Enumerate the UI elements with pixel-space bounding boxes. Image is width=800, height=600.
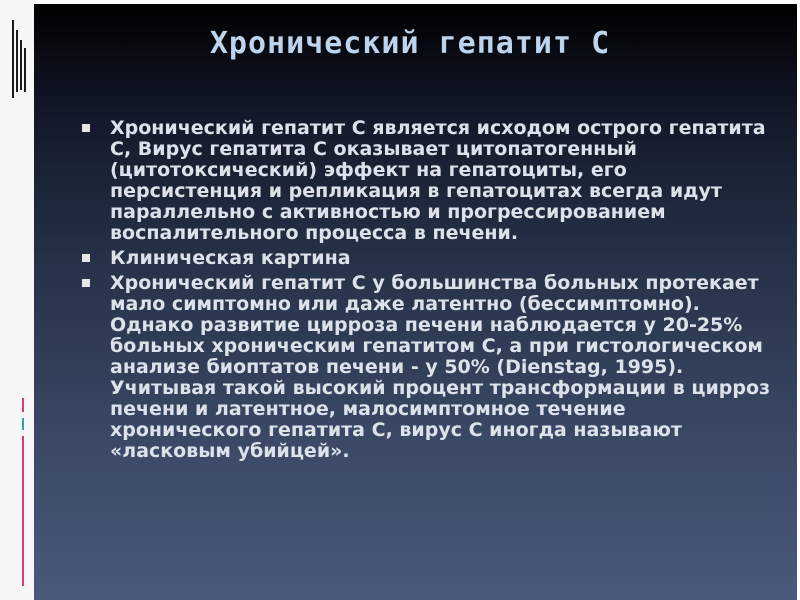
stripe — [12, 20, 14, 98]
bullet-square-icon — [82, 124, 90, 132]
bullet-text: Хронический гепатит С является исходом острого гепатита С, Вирус гепатита С оказывает цитопатогенный (цитотоксический) эффект на гепатоциты, его персистенция и репликация в гепатоцитах всегда идут параллельно с активностью и прогрессированием воспалительного процесса в печени. — [110, 117, 766, 244]
stripe — [22, 418, 24, 430]
stripe — [20, 40, 22, 90]
stripe — [22, 398, 24, 412]
bullet-square-icon — [82, 279, 90, 287]
bullet-text: Клиническая картина — [110, 247, 351, 269]
decorative-stripes — [12, 0, 26, 600]
left-decorative-strip — [0, 0, 34, 600]
bullet-item — [82, 273, 772, 462]
bullet-square-icon — [82, 254, 90, 262]
bullet-item — [82, 248, 772, 269]
bullet-item — [82, 118, 772, 244]
bullet-list — [82, 118, 772, 466]
slide-title: Хронический гепатит С — [209, 26, 611, 61]
stripe — [16, 30, 18, 92]
stripe — [24, 48, 26, 92]
bullet-text: Хронический гепатит С у большинства больных протекает мало симптомно или даже латентно (бессимптомно). Однако развитие цирроза печени наблюдается у 20-25% больных хроническим гепатитом С, а при гистологическом анализе биоптатов печени - у 50% (Dienstag, 1995). Учитывая такой высокий процент трансформации в цирроз печени и латентное, малосимптомное течение хронического гепатита С, вирус С иногда называют «ласковым убийцей». — [110, 272, 771, 462]
stripe — [22, 436, 24, 586]
